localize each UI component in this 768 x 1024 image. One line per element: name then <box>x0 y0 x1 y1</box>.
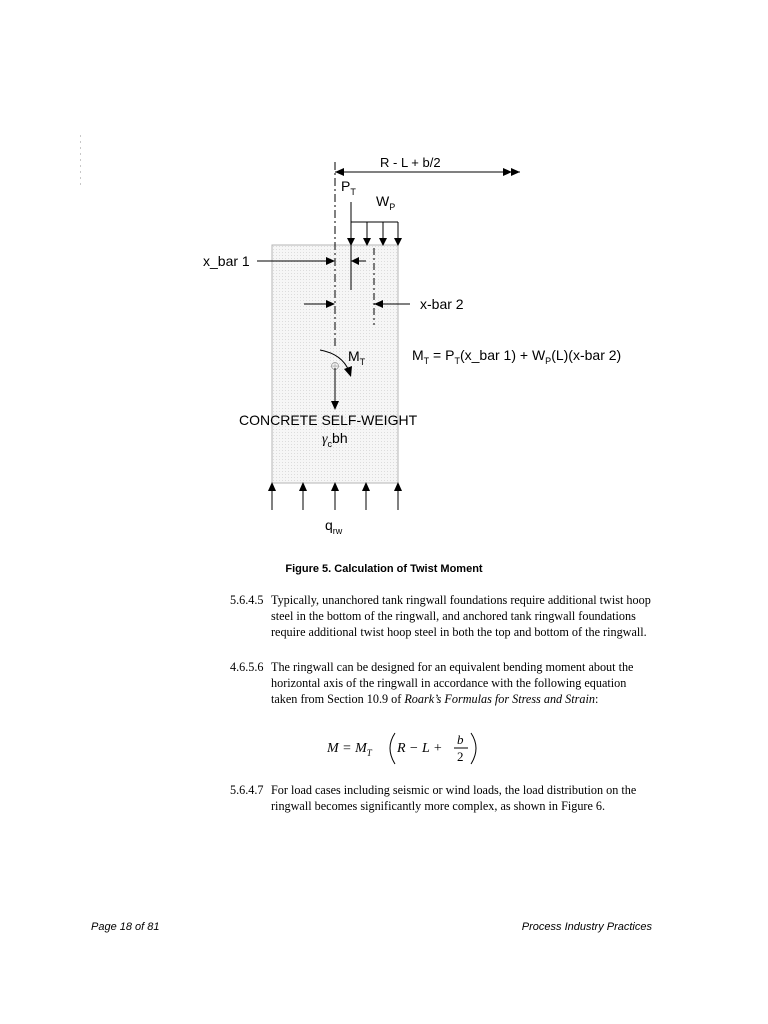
fraction-denominator: 2 <box>457 749 464 764</box>
right-paren <box>471 733 476 764</box>
bending-moment-equation <box>327 728 507 768</box>
dimension-r-l-b2 <box>335 155 520 176</box>
wp-label: $W_P$ <box>376 193 396 212</box>
figure-caption: Figure 5. Calculation of Twist Moment <box>285 563 483 575</box>
wp-distributed-load-arrows <box>347 222 402 246</box>
section-number: 4.6.5.6 <box>230 660 264 674</box>
equation-inner: R − L + <box>397 741 443 756</box>
left-paren <box>390 733 395 764</box>
section-number: 5.6.4.7 <box>230 783 264 797</box>
twist-moment-equation: $M_T$ = $P_T(x\_bar$ $1) + W_P(L)(x$-bar 2) <box>412 347 622 366</box>
section-number: 5.6.4.5 <box>230 593 264 607</box>
paragraph-text: Typically, unanchored tank ringwall foundations require additional twist hoop steel in the bottom of the ringwall, and anchored tank ringwall foundations require additional twist hoop steel in both the top and bottom of the ringwall. <box>271 593 651 639</box>
paragraph-text: For load cases including seismic or wind loads, the load distribution on the ringwall becomes significantly more complex, as shown in Figure 6. <box>271 783 637 813</box>
fraction-numerator: b <box>457 732 464 747</box>
pt-label: $P_T$ <box>341 178 356 197</box>
mt-label: $M_T$ <box>348 348 366 367</box>
dimension-label: R - L + b/2 <box>380 155 441 170</box>
gamma-c-bh-label: $\gamma_cbh$ <box>322 430 348 449</box>
footer-org-name: Process Industry Practices <box>521 921 652 933</box>
self-weight-label: CONCRETE SELF-WEIGHT <box>239 412 418 428</box>
qrw-label: $q_{rw}$ <box>325 517 343 536</box>
paragraph-5-6-4-5 <box>230 592 655 640</box>
paragraph-4-6-5-6 <box>230 659 655 707</box>
xbar1-label: x_bar 1 <box>203 253 250 269</box>
footer-page-number: Page 18 of 81 <box>91 921 160 933</box>
xbar2-label: x-bar 2 <box>420 296 464 312</box>
paragraph-text: The ringwall can be designed for an equivalent bending moment about the horizontal axis of the ringwall in accordance with the following equation taken from Section 10.9 of Roark’s Formulas for Stress and Strain: <box>271 660 634 706</box>
paragraph-5-6-4-7 <box>230 782 655 814</box>
soil-reaction-arrows <box>268 482 402 510</box>
equation-lhs: $M = M_T$ <box>327 741 372 758</box>
reference-title: Roark’s Formulas for Stress and Strain <box>404 692 595 706</box>
